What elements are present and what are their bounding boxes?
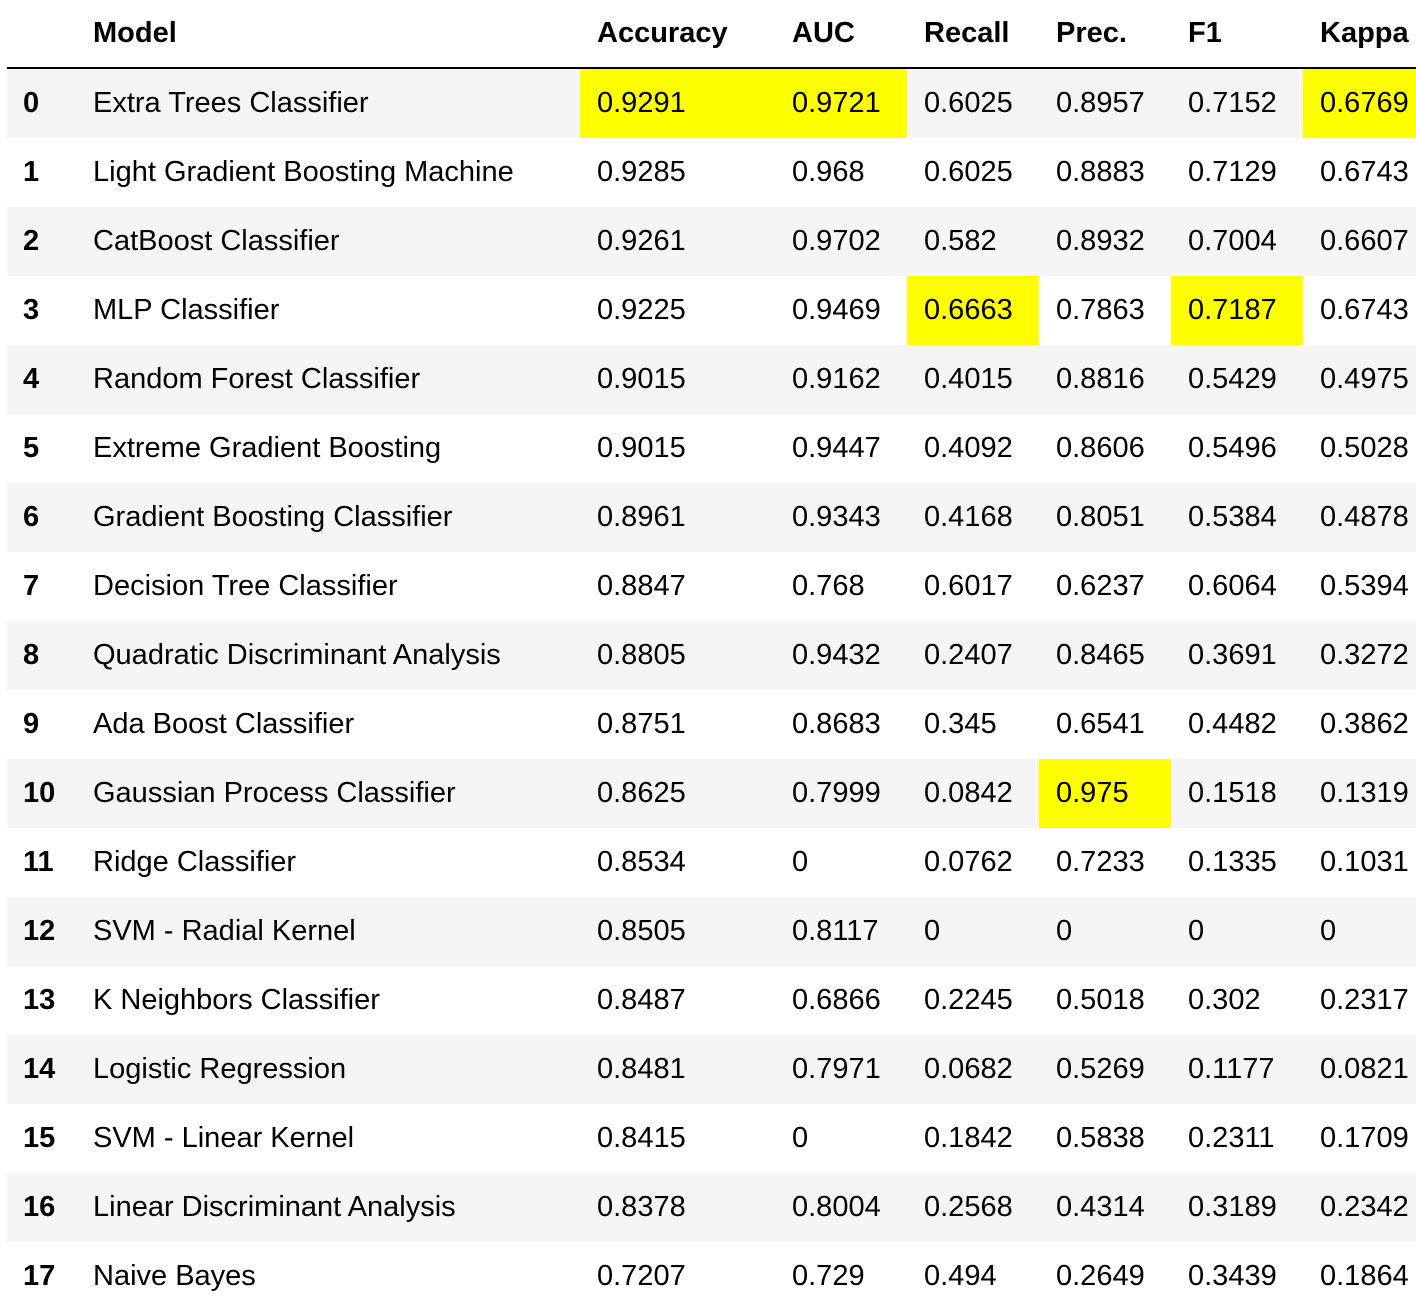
model-name: Logistic Regression [93, 1053, 347, 1085]
accuracy-value: 0.8487 [597, 984, 686, 1016]
prec-value: 0.5838 [1056, 1122, 1145, 1154]
recall-value: 0.0682 [924, 1053, 1013, 1085]
model-name: SVM - Radial Kernel [93, 915, 356, 947]
auc-value: 0.7971 [792, 1053, 881, 1085]
row-index: 9 [23, 708, 40, 740]
row-index: 4 [23, 363, 40, 395]
header-model: Model [77, 0, 580, 68]
f1-value: 0 [1188, 915, 1205, 947]
prec-value: 0.8051 [1056, 501, 1145, 533]
recall-value: 0.4092 [924, 432, 1013, 464]
row-index: 1 [23, 156, 40, 188]
recall-value: 0.0842 [924, 777, 1013, 809]
header-recall: Recall [907, 0, 1039, 68]
model-name: Extra Trees Classifier [93, 87, 369, 119]
kappa-value: 0.0821 [1320, 1053, 1409, 1085]
auc-value: 0.7999 [792, 777, 881, 809]
auc-value: 0.768 [792, 570, 865, 602]
table-row [7, 276, 1416, 345]
auc-value: 0.9343 [792, 501, 881, 533]
prec-value: 0.5018 [1056, 984, 1145, 1016]
kappa-value: 0.4975 [1320, 363, 1409, 395]
header-auc: AUC [775, 0, 907, 68]
f1-value: 0.5429 [1188, 363, 1277, 395]
recall-value: 0.2245 [924, 984, 1013, 1016]
auc-value: 0.9432 [792, 639, 881, 671]
model-name: CatBoost Classifier [93, 225, 340, 257]
table-row [7, 345, 1416, 414]
prec-value: 0.8816 [1056, 363, 1145, 395]
table-row [7, 1104, 1416, 1173]
kappa-value: 0.1319 [1320, 777, 1409, 809]
table-body [7, 68, 1416, 1311]
row-index: 15 [23, 1122, 56, 1154]
row-index: 6 [23, 501, 40, 533]
row-index: 14 [23, 1053, 56, 1085]
prec-value: 0.2649 [1056, 1260, 1145, 1292]
kappa-value: 0.2342 [1320, 1191, 1409, 1223]
prec-value: 0.4314 [1056, 1191, 1145, 1223]
f1-value: 0.3189 [1188, 1191, 1277, 1223]
recall-value: 0 [924, 915, 941, 947]
accuracy-value: 0.8751 [597, 708, 686, 740]
prec-value: 0.8606 [1056, 432, 1145, 464]
table-header [7, 0, 1416, 68]
kappa-value: 0.1031 [1320, 846, 1409, 878]
f1-value: 0.5496 [1188, 432, 1277, 464]
recall-value: 0.6025 [924, 156, 1013, 188]
model-name: Linear Discriminant Analysis [93, 1191, 456, 1223]
model-name: Light Gradient Boosting Machine [93, 156, 514, 188]
accuracy-value: 0.9261 [597, 225, 686, 257]
row-index: 11 [23, 846, 54, 878]
row-index: 3 [23, 294, 40, 326]
accuracy-value: 0.8378 [597, 1191, 686, 1223]
f1-value: 0.7129 [1188, 156, 1277, 188]
header-row [7, 0, 1416, 68]
recall-value: 0.345 [924, 708, 997, 740]
table-row [7, 1035, 1416, 1104]
model-name: Gradient Boosting Classifier [93, 501, 453, 533]
kappa-value: 0.1709 [1320, 1122, 1409, 1154]
model-name: Naive Bayes [93, 1260, 256, 1292]
f1-value: 0.4482 [1188, 708, 1277, 740]
auc-value: 0 [792, 1122, 809, 1154]
accuracy-value: 0.8415 [597, 1122, 686, 1154]
auc-value: 0.9721 [775, 68, 907, 138]
recall-value: 0.582 [924, 225, 997, 257]
prec-value: 0.975 [1039, 759, 1171, 828]
model-name: Ada Boost Classifier [93, 708, 355, 740]
row-index: 7 [23, 570, 40, 602]
table-row [7, 552, 1416, 621]
f1-value: 0.2311 [1188, 1122, 1275, 1154]
accuracy-value: 0.9291 [580, 68, 775, 138]
f1-value: 0.302 [1188, 984, 1261, 1016]
kappa-value: 0.3862 [1320, 708, 1409, 740]
table-row [7, 138, 1416, 207]
table-row [7, 966, 1416, 1035]
auc-value: 0.8683 [792, 708, 881, 740]
accuracy-value: 0.9015 [597, 432, 686, 464]
kappa-value: 0.1864 [1320, 1260, 1409, 1292]
accuracy-value: 0.8625 [597, 777, 686, 809]
header-accuracy: Accuracy [580, 0, 775, 68]
row-index: 0 [23, 87, 40, 119]
kappa-value: 0.3272 [1320, 639, 1409, 671]
recall-value: 0.0762 [924, 846, 1013, 878]
row-index: 8 [23, 639, 40, 671]
accuracy-value: 0.9015 [597, 363, 686, 395]
auc-value: 0.968 [792, 156, 865, 188]
f1-value: 0.3439 [1188, 1260, 1277, 1292]
table-row [7, 207, 1416, 276]
prec-value: 0.8883 [1056, 156, 1145, 188]
model-name: Gaussian Process Classifier [93, 777, 456, 809]
accuracy-value: 0.8847 [597, 570, 686, 602]
kappa-value: 0.4878 [1320, 501, 1409, 533]
f1-value: 0.6064 [1188, 570, 1277, 602]
table-row [7, 621, 1416, 690]
recall-value: 0.494 [924, 1260, 997, 1292]
auc-value: 0 [792, 846, 809, 878]
accuracy-value: 0.8505 [597, 915, 686, 947]
row-index: 17 [23, 1260, 56, 1292]
accuracy-value: 0.9225 [597, 294, 686, 326]
header-f1: F1 [1171, 0, 1303, 68]
row-index: 13 [23, 984, 56, 1016]
f1-value: 0.3691 [1188, 639, 1277, 671]
prec-value: 0.7863 [1056, 294, 1145, 326]
auc-value: 0.9702 [792, 225, 881, 257]
table-row [7, 897, 1416, 966]
table-row [7, 1173, 1416, 1242]
row-index: 2 [23, 225, 40, 257]
kappa-value: 0.6769 [1303, 68, 1416, 138]
prec-value: 0.7233 [1056, 846, 1145, 878]
table-row [7, 68, 1416, 138]
table-row [7, 828, 1416, 897]
accuracy-value: 0.7207 [597, 1260, 686, 1292]
recall-value: 0.6025 [924, 87, 1013, 119]
header-kappa: Kappa [1303, 0, 1416, 68]
auc-value: 0.6866 [792, 984, 881, 1016]
model-name: Quadratic Discriminant Analysis [93, 639, 501, 671]
row-index: 16 [23, 1191, 56, 1223]
model-name: Decision Tree Classifier [93, 570, 398, 602]
recall-value: 0.2407 [924, 639, 1013, 671]
model-name: MLP Classifier [93, 294, 280, 326]
prec-value: 0.6237 [1056, 570, 1145, 602]
f1-value: 0.1335 [1188, 846, 1277, 878]
f1-value: 0.1177 [1188, 1053, 1275, 1085]
kappa-value: 0.6743 [1320, 294, 1409, 326]
prec-value: 0.8465 [1056, 639, 1145, 671]
table-row [7, 483, 1416, 552]
model-name: SVM - Linear Kernel [93, 1122, 355, 1154]
recall-value: 0.2568 [924, 1191, 1013, 1223]
kappa-value: 0.5394 [1320, 570, 1409, 602]
prec-value: 0.5269 [1056, 1053, 1145, 1085]
accuracy-value: 0.8481 [597, 1053, 686, 1085]
auc-value: 0.9469 [792, 294, 881, 326]
kappa-value: 0.2317 [1320, 984, 1409, 1016]
f1-value: 0.5384 [1188, 501, 1277, 533]
auc-value: 0.8004 [792, 1191, 881, 1223]
recall-value: 0.6017 [924, 570, 1013, 602]
f1-value: 0.7004 [1188, 225, 1277, 257]
header-index [7, 0, 77, 68]
accuracy-value: 0.8961 [597, 501, 686, 533]
kappa-value: 0.6607 [1320, 225, 1409, 257]
f1-value: 0.1518 [1188, 777, 1277, 809]
kappa-value: 0.5028 [1320, 432, 1409, 464]
model-name: Random Forest Classifier [93, 363, 421, 395]
model-name: Extreme Gradient Boosting [93, 432, 442, 464]
auc-value: 0.9162 [792, 363, 881, 395]
auc-value: 0.9447 [792, 432, 881, 464]
accuracy-value: 0.8534 [597, 846, 686, 878]
recall-value: 0.4015 [924, 363, 1013, 395]
f1-value: 0.7152 [1188, 87, 1277, 119]
auc-value: 0.8117 [792, 915, 879, 947]
prec-value: 0 [1056, 915, 1073, 947]
auc-value: 0.729 [792, 1260, 865, 1292]
recall-value: 0.6663 [907, 276, 1039, 345]
row-index: 12 [23, 915, 56, 947]
model-name: K Neighbors Classifier [93, 984, 380, 1016]
recall-value: 0.4168 [924, 501, 1013, 533]
prec-value: 0.6541 [1056, 708, 1145, 740]
header-prec: Prec. [1039, 0, 1171, 68]
prec-value: 0.8932 [1056, 225, 1145, 257]
model-comparison-table [7, 0, 1416, 1311]
table-row [7, 759, 1416, 828]
table-row [7, 690, 1416, 759]
f1-value: 0.7187 [1171, 276, 1303, 345]
prec-value: 0.8957 [1056, 87, 1145, 119]
row-index: 5 [23, 432, 40, 464]
model-name: Ridge Classifier [93, 846, 297, 878]
kappa-value: 0.6743 [1320, 156, 1409, 188]
recall-value: 0.1842 [924, 1122, 1013, 1154]
table-row [7, 414, 1416, 483]
table-row [7, 1242, 1416, 1311]
accuracy-value: 0.8805 [597, 639, 686, 671]
kappa-value: 0 [1320, 915, 1337, 947]
row-index: 10 [23, 777, 56, 809]
accuracy-value: 0.9285 [597, 156, 686, 188]
